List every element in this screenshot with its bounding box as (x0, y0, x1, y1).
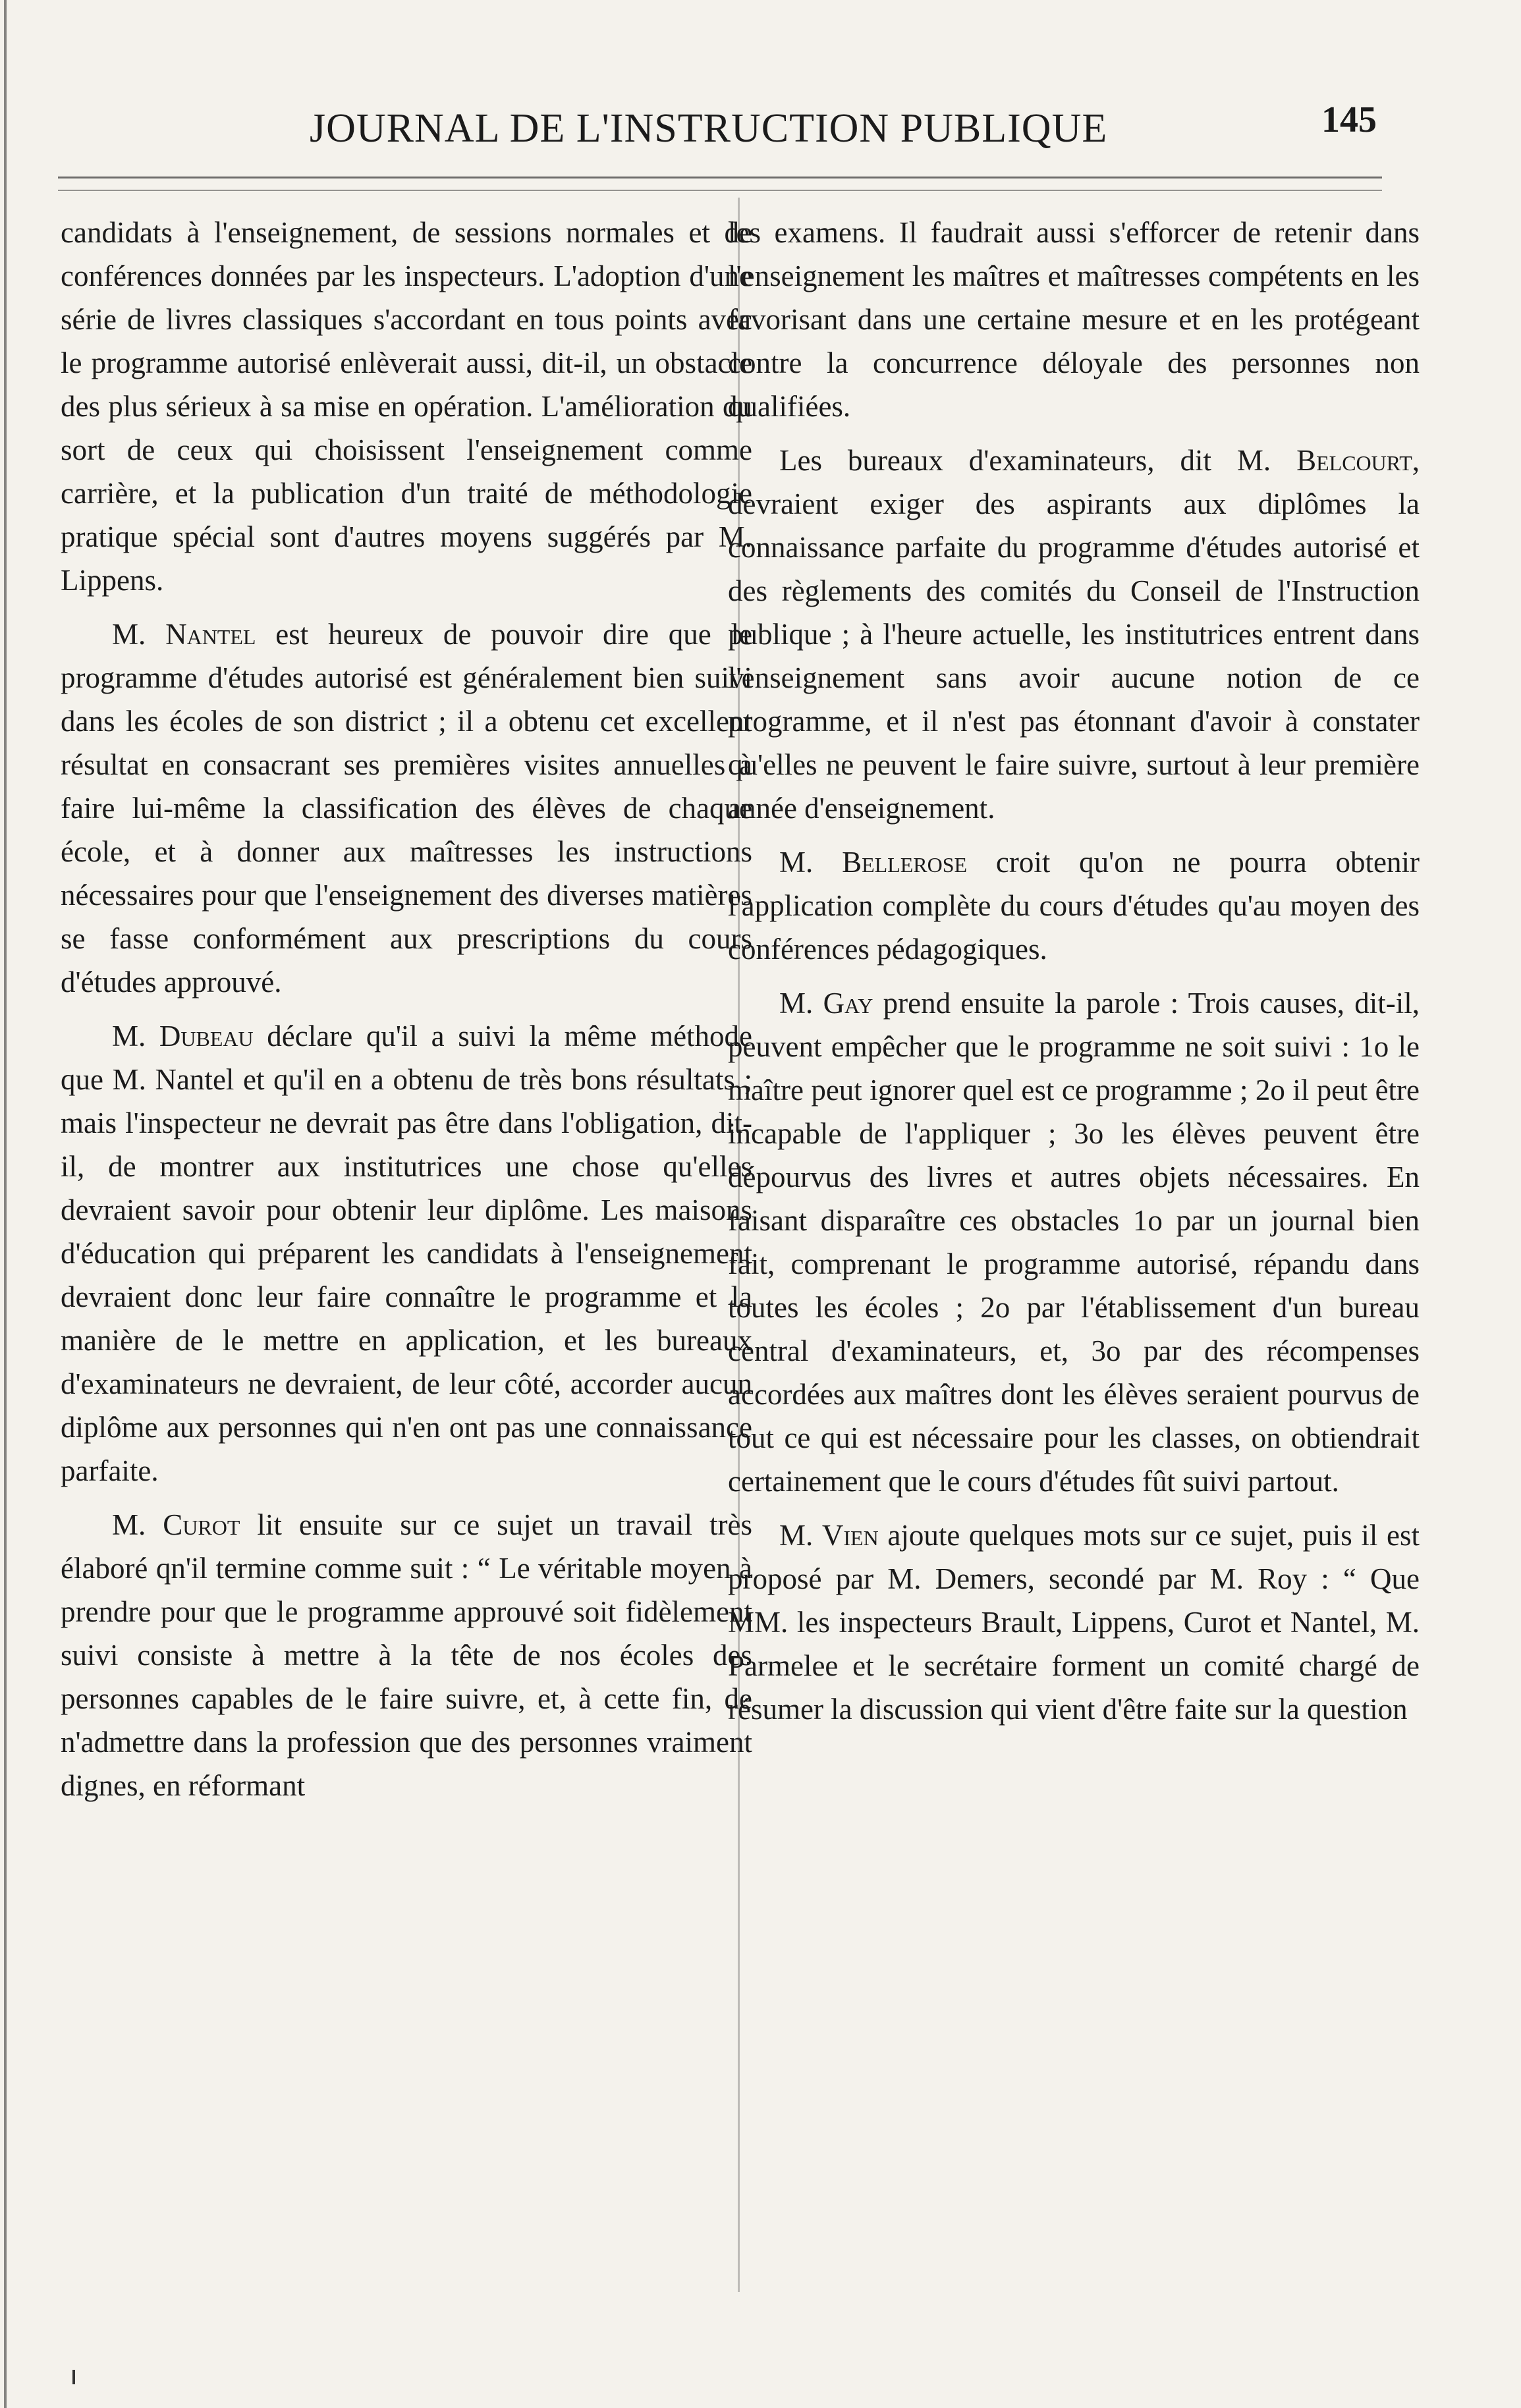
speaker-name: Gay (823, 987, 873, 1020)
speaker-name: Belcourt (1296, 444, 1412, 477)
left-paragraph-2 (61, 613, 752, 1004)
right-paragraph-1: les examens. Il faudrait aussi s'efforcer de retenir dans l'enseignement les maîtres et maîtresses compétents en les favorisant dans une certaine mesure et en les protégeant contre la concurrence déloyale des personnes non qualifiées. (728, 216, 1420, 423)
paragraph-text: prend ensuite la parole : Trois causes, dit-il, peuvent empêcher que le programme ne soit suivi : 1o le maître peut ignorer quel est ce programme ; 2o il peut être incapable de l'appliquer ; 3o les élèves peuvent être dépourvus des livres et autres objets nécessaires. En faisant disparaître ces obstacles 1o par un journal bien fait, comprenant le programme autorisé, répandu dans toutes les écoles ; 2o par l'établissement d'un bureau central d'examinateurs, et, 3o par des récompenses accordées aux maîtres dont les élèves seraient pourvus de tout ce qui est nécessaire pour les classes, on obtiendrait certainement que le cours d'études fût suivi partout. (728, 987, 1420, 1498)
right-column (728, 211, 1420, 1741)
speaker-name: Nantel (165, 618, 256, 651)
speaker-prefix: M. (779, 1519, 814, 1552)
running-header (310, 99, 1377, 158)
paragraph-lead: Les bureaux d'examinateurs, dit M. (779, 444, 1271, 477)
right-paragraph-4 (728, 981, 1420, 1503)
speaker-name: Dubeau (159, 1020, 254, 1053)
speaker-prefix: M. (112, 1020, 146, 1053)
speaker-prefix: M. (779, 987, 814, 1020)
speaker-name: Bellerose (842, 846, 968, 879)
page-number: 145 (1321, 99, 1377, 140)
speaker-prefix: M. (112, 618, 146, 651)
print-mark (72, 2370, 75, 2384)
paragraph-text: est heureux de pouvoir dire que le programme d'études autorisé est généralement bien suivi dans les écoles de son district ; il a obtenu cet excellent résultat en consacrant ses premières visites annuelles à faire lui-même la classification des élèves de chaque école, et à donner aux maîtresses les instructions nécessaires pour que l'enseignement des diverses matières se fasse conformément aux prescriptions du cours d'études approuvé. (61, 618, 753, 999)
paragraph-text: déclare qu'il a suivi la même méthode que M. Nantel et qu'il en a obtenu de très bons résultats ; mais l'inspecteur ne devrait pas être dans l'obligation, dit-il, de montrer aux institutrices une chose qu'elles devraient savoir pour obtenir leur diplôme. Les maisons d'éducation qui préparent les candidats à l'enseignement devraient donc leur faire connaître le programme et la manière de le mettre en application, et les bureaux d'examinateurs ne devraient, de leur côté, accorder aucun diplôme aux personnes qui n'en ont pas une connaissance parfaite. (61, 1020, 753, 1487)
left-paragraph-4 (61, 1503, 752, 1807)
paragraph-text: , devraient exiger des aspirants aux diplômes la connaissance parfaite du programme d'études autorisé et des règlements des comités du Conseil de l'Instruction publique ; à l'heure actuelle, les institutrices entrent dans l'enseignement sans avoir aucune notion de ce programme, et il n'est pas étonnant d'avoir à constater qu'elles ne peuvent le faire suivre, surtout à leur première année d'enseignement. (728, 444, 1420, 825)
header-rule-secondary (58, 190, 1382, 191)
speaker-name: Curot (163, 1508, 240, 1541)
right-paragraph-5 (728, 1514, 1420, 1731)
right-paragraph-3 (728, 840, 1420, 971)
paragraph-text: ajoute quelques mots sur ce sujet, puis il est proposé par M. Demers, secondé par M. Roy : “ Que MM. les inspecteurs Brault, Lippens, Curot et Nantel, M. Parmelee et le secrétaire forment un comité chargé de résumer la discussion qui vient d'être faite sur la question (728, 1519, 1420, 1726)
left-paragraph-3 (61, 1014, 752, 1492)
left-paragraph-1: candidats à l'enseignement, de sessions normales et de conférences données par les inspecteurs. L'adoption d'une série de livres classiques s'accordant en tous points avec le programme autorisé enlèverait aussi, dit-il, un obstacle des plus sérieux à sa mise en opération. L'amélioration du sort de ceux qui choisissent l'enseignement comme carrière, et la publication d'un traité de méthodologie pratique spécial sont d'autres moyens suggérés par M. Lippens. (61, 216, 752, 597)
speaker-name: Vien (821, 1519, 879, 1552)
header-rule (58, 177, 1382, 178)
journal-title: JOURNAL DE L'INSTRUCTION PUBLIQUE (310, 106, 1108, 151)
right-paragraph-2 (728, 439, 1420, 830)
paragraph-text: croit qu'on ne pourra obtenir l'application complète du cours d'études qu'au moyen des conférences pédagogiques. (728, 846, 1420, 966)
speaker-prefix: M. (779, 846, 814, 879)
speaker-prefix: M. (112, 1508, 146, 1541)
left-column (61, 211, 752, 1818)
paragraph-text: lit ensuite sur ce sujet un travail très élaboré qn'il termine comme suit : “ Le véritable moyen à prendre pour que le programme approuvé soit fidèlement suivi consiste à mettre à la tête de nos écoles des personnes capables de le faire suivre, et, à cette fin, de n'admettre dans la profession que des personnes vraiment dignes, en réformant (61, 1508, 753, 1802)
binding-edge (4, 0, 7, 2408)
